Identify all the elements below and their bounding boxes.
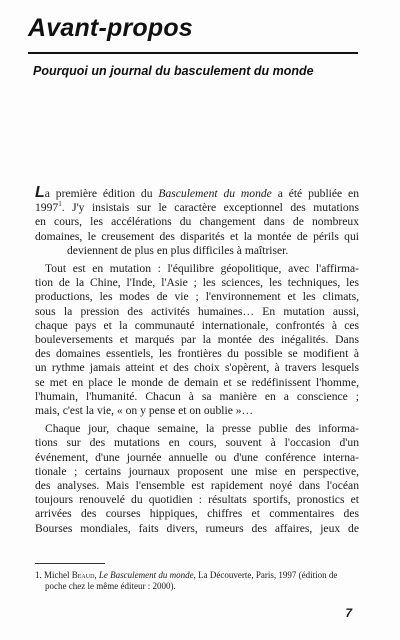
- chapter-title: Avant-propos: [28, 14, 193, 42]
- text-line: des domaines essentiels, les frontières du possible se modifient à: [35, 347, 359, 361]
- footnote-book-title: Le Basculement du monde: [98, 570, 194, 580]
- text-line: événement, d'une journée annuelle ou d'une conférence interna-: [35, 450, 359, 464]
- book-title-italic: Basculement du monde: [158, 187, 272, 200]
- text-line: des analyses. Mais l'ensemble est rapidement noyé dans l'océan: [35, 479, 359, 493]
- text-span: 1997: [35, 201, 59, 215]
- text-line: se met en place le monde de demain et se redéfinissent l'homme,: [35, 375, 359, 389]
- text-line: l'humain, l'humanité. Chacun à sa manière en a conscience ;: [35, 389, 359, 403]
- text-line: tions sur des mutations en cours, souvent à l'occasion d'un: [35, 436, 359, 450]
- footnote-rule: [35, 563, 105, 564]
- text-line: domaines, le creusement des disparités et la montée de périls qui: [35, 229, 359, 243]
- footnote: [35, 570, 355, 592]
- text-span: a première édition du: [44, 187, 159, 200]
- text-span: . J'y insistais sur le caractère exceptionnel des mutations: [61, 201, 359, 215]
- text-line: productions, les modes de vie ; l'environnement et les climats,: [35, 290, 359, 304]
- text-line: tionale ; certains journaux proposent une mise en perspective,: [35, 464, 359, 478]
- text-line: bouleversements et marqués par la montée des inégalités. Dans: [35, 333, 359, 347]
- text-line: arrivées des courses hippiques, chiffres et commentaires des: [35, 507, 359, 521]
- text-line: tion de la Chine, l'Inde, l'Asie ; les sciences, les techniques, les: [35, 276, 359, 290]
- page-number: 7: [345, 606, 352, 620]
- text-span: a été publiée en: [271, 187, 359, 200]
- text-line: un rythme jamais atteint et des choix s'opèrent, à travers lesquels: [35, 361, 359, 375]
- paragraph-2: [35, 262, 359, 418]
- text-line: mais, c'est la vie, « on y pense et on oublie »…: [35, 404, 254, 418]
- footnote-details: , La Découverte, Paris, 1997 (édition de: [193, 570, 338, 580]
- text-line: en cours, les accélérations du changement dans de nombreux: [35, 215, 359, 229]
- text-line: [35, 186, 359, 201]
- title-rule: [28, 52, 358, 54]
- paragraph-1: [35, 186, 359, 258]
- text-line: [35, 201, 359, 215]
- footnote-number: 1.: [35, 570, 42, 580]
- text-line: Tout est en mutation : l'équilibre géopolitique, avec l'affirma-: [45, 262, 359, 276]
- text-line: deviennent de plus en plus difficiles à maîtriser.: [67, 243, 289, 257]
- chapter-subtitle: Pourquoi un journal du basculement du monde: [33, 64, 314, 78]
- footnote-author-first: Michel: [44, 570, 70, 580]
- footnote-author-last: Beaud: [71, 570, 95, 580]
- paragraph-3: [35, 422, 359, 536]
- text-line: toujours renouvelé du quotidien : résultats sportifs, pronostics et: [35, 493, 359, 507]
- footnote-ref: 1: [58, 200, 62, 209]
- text-line: chaque pays et la communauté internationale, confrontés à ces: [35, 318, 359, 332]
- body-text: [35, 186, 359, 536]
- text-line: Bourses mondiales, faits divers, rumeurs des affaires, jeux de: [35, 521, 359, 535]
- footnote-line-2: poche chez le même éditeur : 2000).: [45, 581, 176, 591]
- text-line: Chaque jour, chaque semaine, la presse publie des informa-: [45, 422, 359, 436]
- text-line: sous la pression des activités humaines… En mutation aussi,: [35, 304, 359, 318]
- drop-cap: L: [35, 184, 45, 201]
- comma: ,: [94, 570, 97, 580]
